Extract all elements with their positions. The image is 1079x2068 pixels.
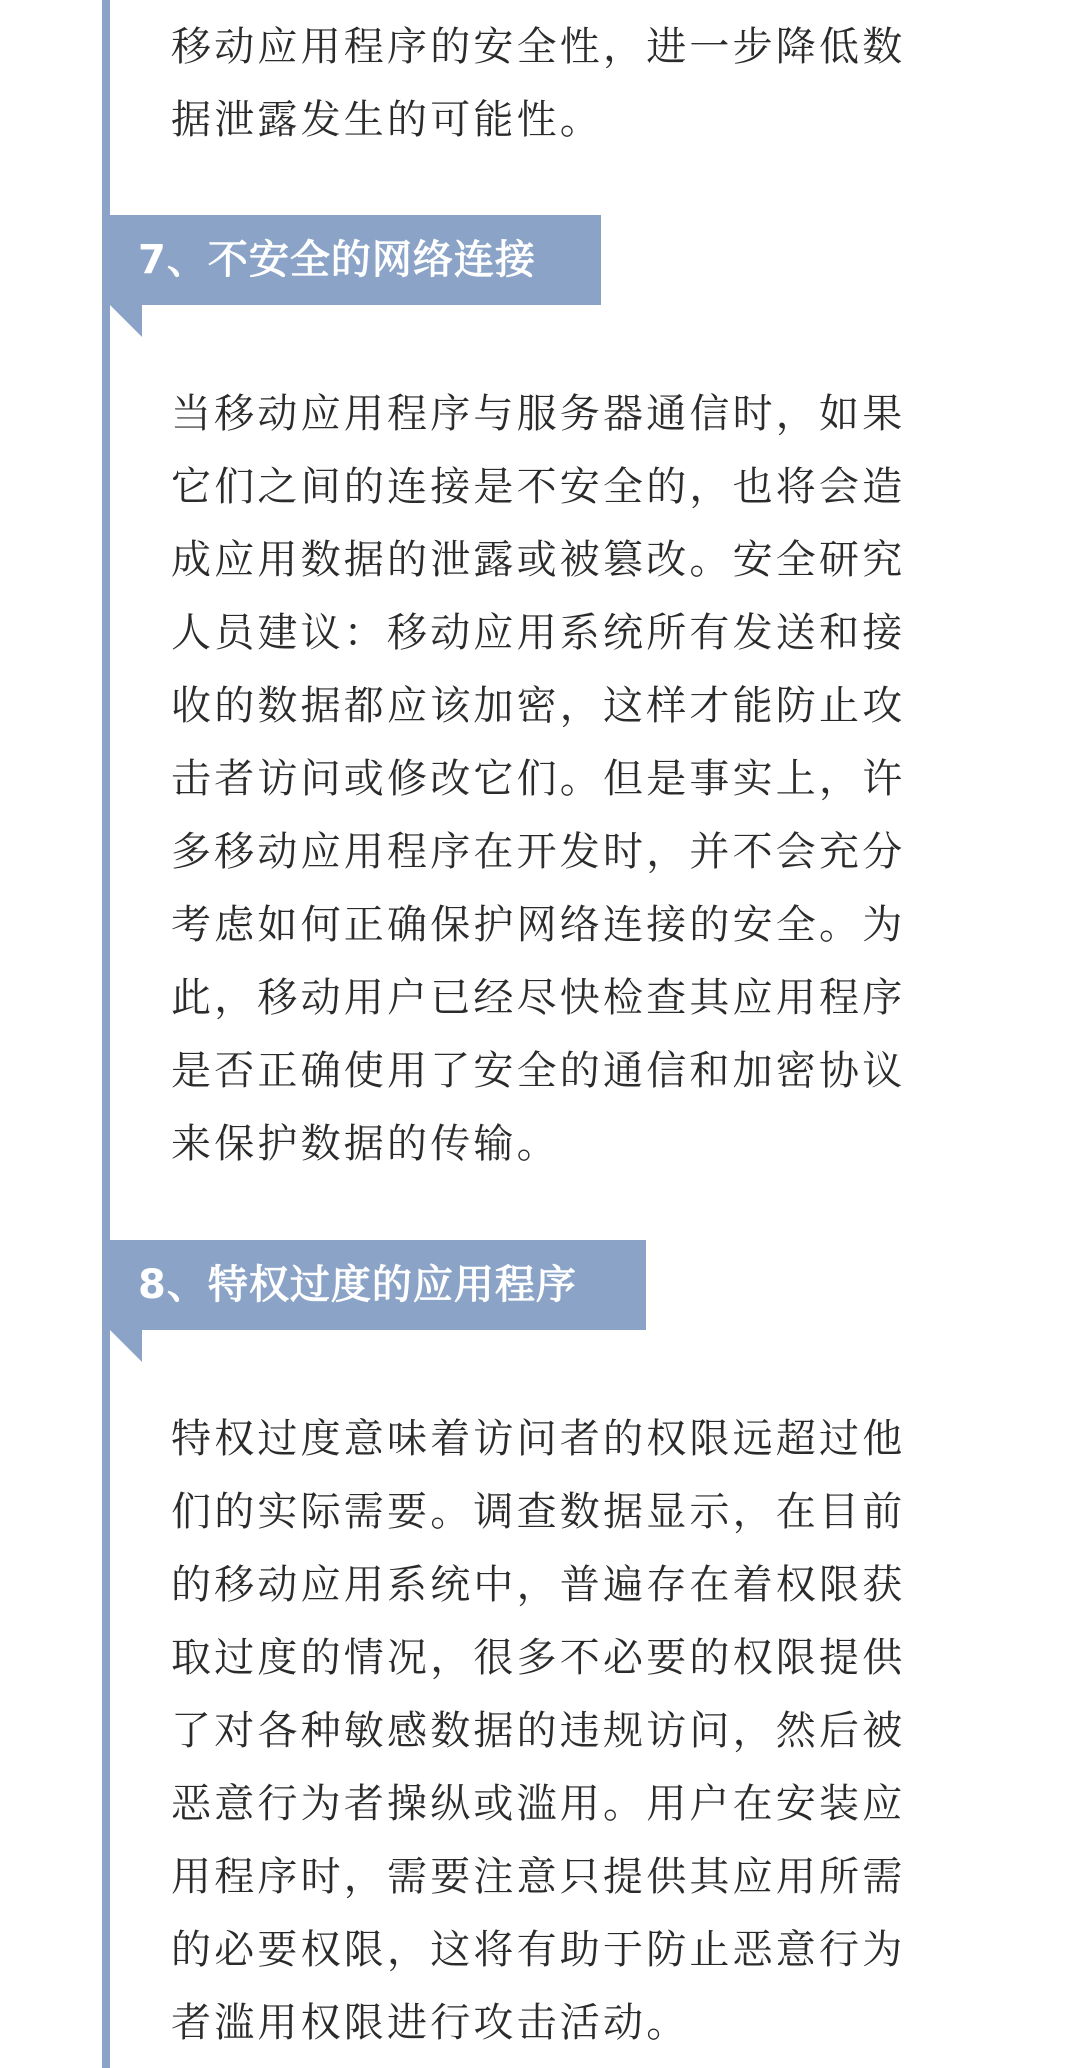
paragraph-line: 来保护数据的传输。 <box>171 1121 560 1167</box>
section-8-heading-notch <box>110 1330 142 1362</box>
paragraph-line: 恶意行为者操纵或滥用。用户在安装应 <box>171 1781 906 1827</box>
article-left-rule <box>102 0 110 2068</box>
paragraph-line: 们的实际需要。调查数据显示，在目前 <box>171 1489 906 1535</box>
paragraph-line: 是否正确使用了安全的通信和加密协议 <box>171 1048 906 1094</box>
section-7-heading <box>110 215 601 305</box>
paragraph-line: 它们之间的连接是不安全的，也将会造 <box>171 464 906 510</box>
paragraph-line: 考虑如何正确保护网络连接的安全。为 <box>171 902 906 948</box>
paragraph-line: 击者访问或修改它们。但是事实上，许 <box>171 756 906 802</box>
section-7-heading-text: 7、不安全的网络连接 <box>138 237 536 283</box>
section-8-paragraph <box>171 1403 931 2060</box>
intro-paragraph <box>171 11 931 157</box>
paragraph-line: 了对各种敏感数据的违规访问，然后被 <box>171 1708 906 1754</box>
section-7-heading-notch <box>110 305 142 337</box>
paragraph-line: 收的数据都应该加密，这样才能防止攻 <box>171 683 906 729</box>
paragraph-line: 人员建议：移动应用系统所有发送和接 <box>171 610 906 656</box>
paragraph-line: 特权过度意味着访问者的权限远超过他 <box>171 1416 906 1462</box>
paragraph-line: 当移动应用程序与服务器通信时，如果 <box>171 391 906 437</box>
paragraph-line: 用程序时，需要注意只提供其应用所需 <box>171 1854 906 1900</box>
section-8-heading-text: 8、特权过度的应用程序 <box>138 1262 577 1308</box>
paragraph-line: 多移动应用程序在开发时，并不会充分 <box>171 829 906 875</box>
paragraph-line: 移动应用程序的安全性，进一步降低数 <box>171 24 906 70</box>
section-8-heading <box>110 1240 646 1330</box>
paragraph-line: 的移动应用系统中，普遍存在着权限获 <box>171 1562 906 1608</box>
paragraph-line: 的必要权限，这将有助于防止恶意行为 <box>171 1927 906 1973</box>
section-7-paragraph <box>171 378 931 1181</box>
paragraph-line: 者滥用权限进行攻击活动。 <box>171 2000 690 2046</box>
paragraph-line: 据泄露发生的可能性。 <box>171 97 603 143</box>
paragraph-line: 此，移动用户已经尽快检查其应用程序 <box>171 975 906 1021</box>
paragraph-line: 成应用数据的泄露或被篡改。安全研究 <box>171 537 906 583</box>
paragraph-line: 取过度的情况，很多不必要的权限提供 <box>171 1635 906 1681</box>
